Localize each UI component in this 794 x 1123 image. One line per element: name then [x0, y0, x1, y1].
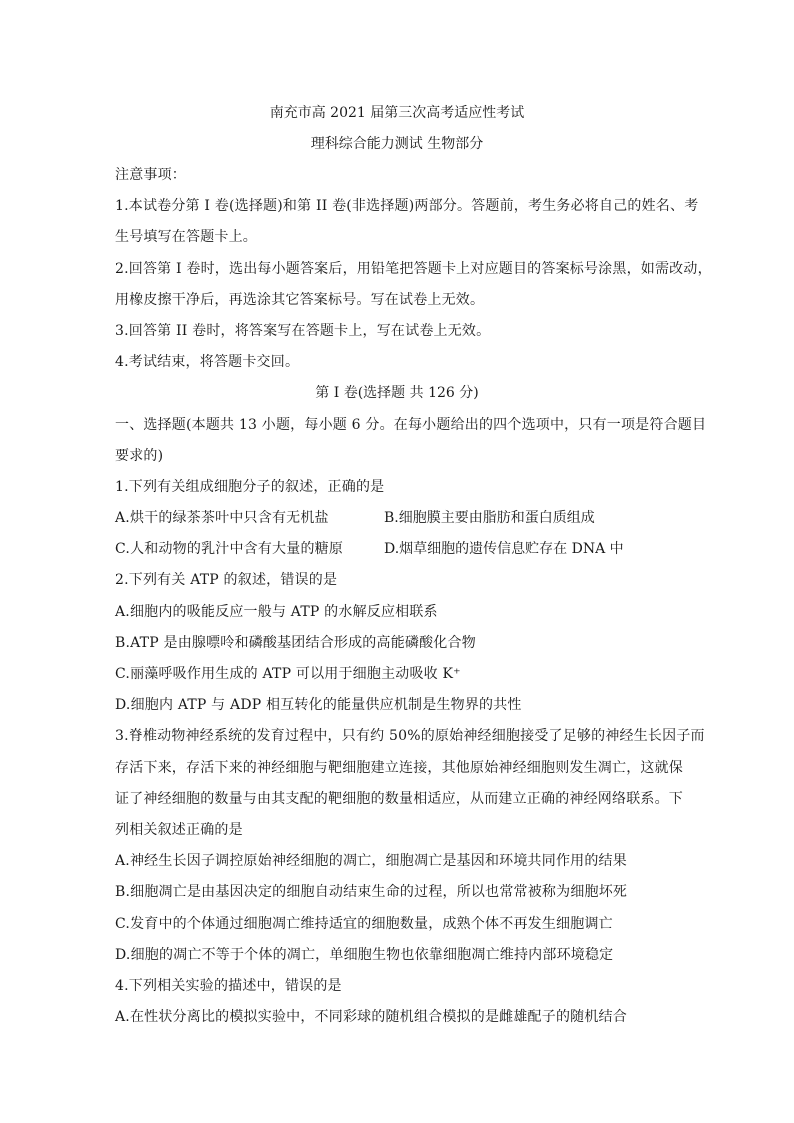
question-3-stem-line-1: 3.脊椎动物神经系统的发育过程中，只有约 50%的原始神经细胞接受了足够的神经生长因子而	[115, 728, 705, 744]
question-4-stem: 4.下列相关实验的描述中，错误的是	[115, 978, 342, 994]
question-3-option-a: A.神经生长因子调控原始神经细胞的凋亡，细胞凋亡是基因和环境共同作用的结果	[115, 853, 627, 869]
question-1-option-d: D.烟草细胞的遗传信息贮存在 DNA 中	[384, 541, 624, 557]
question-3-stem-line-4: 列相关叙述正确的是	[115, 822, 243, 838]
notice-item-1-line-2: 生号填写在答题卡上。	[115, 229, 257, 245]
question-1-option-a: A.烘干的绿茶茶叶中只含有无机盐	[115, 510, 329, 526]
question-2-option-b: B.ATP 是由腺嘌呤和磷酸基团结合形成的高能磷酸化合物	[115, 635, 476, 651]
question-2-option-a: A.细胞内的吸能反应一般与 ATP 的水解反应相联系	[115, 604, 438, 620]
notice-item-3: 3.回答第 II 卷时，将答案写在答题卡上，写在试卷上无效。	[115, 323, 491, 339]
notice-item-2-line-1: 2.回答第 I 卷时，选出每小题答案后，用铅笔把答题卡上对应题目的答案标号涂黑，如需改动，	[115, 261, 712, 277]
notice-heading: 注意事项：	[115, 167, 186, 183]
question-3-option-c: C.发育中的个体通过细胞凋亡维持适宜的细胞数量，成熟个体不再发生细胞调亡	[115, 916, 613, 932]
question-3-option-d: D.细胞的凋亡不等于个体的凋亡，单细胞生物也依靠细胞凋亡维持内部环境稳定	[115, 947, 614, 963]
question-1-option-c: C.人和动物的乳汁中含有大量的糖原	[115, 541, 344, 557]
question-1-stem: 1.下列有关组成细胞分子的叙述，正确的是	[115, 479, 385, 495]
question-3-option-b: B.细胞凋亡是由基因决定的细胞自动结束生命的过程，所以也常常被称为细胞坏死	[115, 884, 628, 900]
question-3-stem-line-2: 存活下来，存活下来的神经细胞与靶细胞建立连接，其他原始神经细胞则发生凋亡，这就保	[115, 760, 683, 776]
section-intro-line-2: 要求的)	[115, 448, 164, 464]
notice-item-2-line-2: 用橡皮擦干净后，再选涂其它答案标号。写在试卷上无效。	[115, 292, 485, 308]
question-2-option-d: D.细胞内 ATP 与 ADP 相互转化的能量供应机制是生物界的共性	[115, 697, 522, 713]
question-3-stem-line-3: 证了神经细胞的数量与由其支配的靶细胞的数量相适应，从而建立正确的神经网络联系。下	[115, 791, 683, 807]
notice-item-4: 4.考试结束，将答题卡交回。	[115, 354, 300, 370]
question-1-option-b: B.细胞膜主要由脂肪和蛋白质组成	[384, 510, 595, 526]
question-4-option-a: A.在性状分离比的模拟实验中，不同彩球的随机组合模拟的是雌雄配子的随机结合	[115, 1009, 627, 1025]
exam-title: 南充市高 2021 届第三次高考适应性考试	[269, 105, 525, 121]
question-2-stem: 2.下列有关 ATP 的叙述，错误的是	[115, 572, 338, 588]
section-intro-line-1: 一、选择题(本题共 13 小题，每小题 6 分。在每小题给出的四个选项中，只有一项是符合题目	[115, 417, 707, 433]
question-2-option-c: C.丽藻呼吸作用生成的 ATP 可以用于细胞主动吸收 K⁺	[115, 666, 461, 682]
exam-subtitle: 理科综合能力测试 生物部分	[310, 136, 484, 152]
notice-item-1-line-1: 1.本试卷分第 I 卷(选择题)和第 II 卷(非选择题)两部分。答题前，考生务必将自己的姓名、考	[115, 198, 699, 214]
section-title: 第 I 卷(选择题 共 126 分)	[315, 385, 479, 401]
